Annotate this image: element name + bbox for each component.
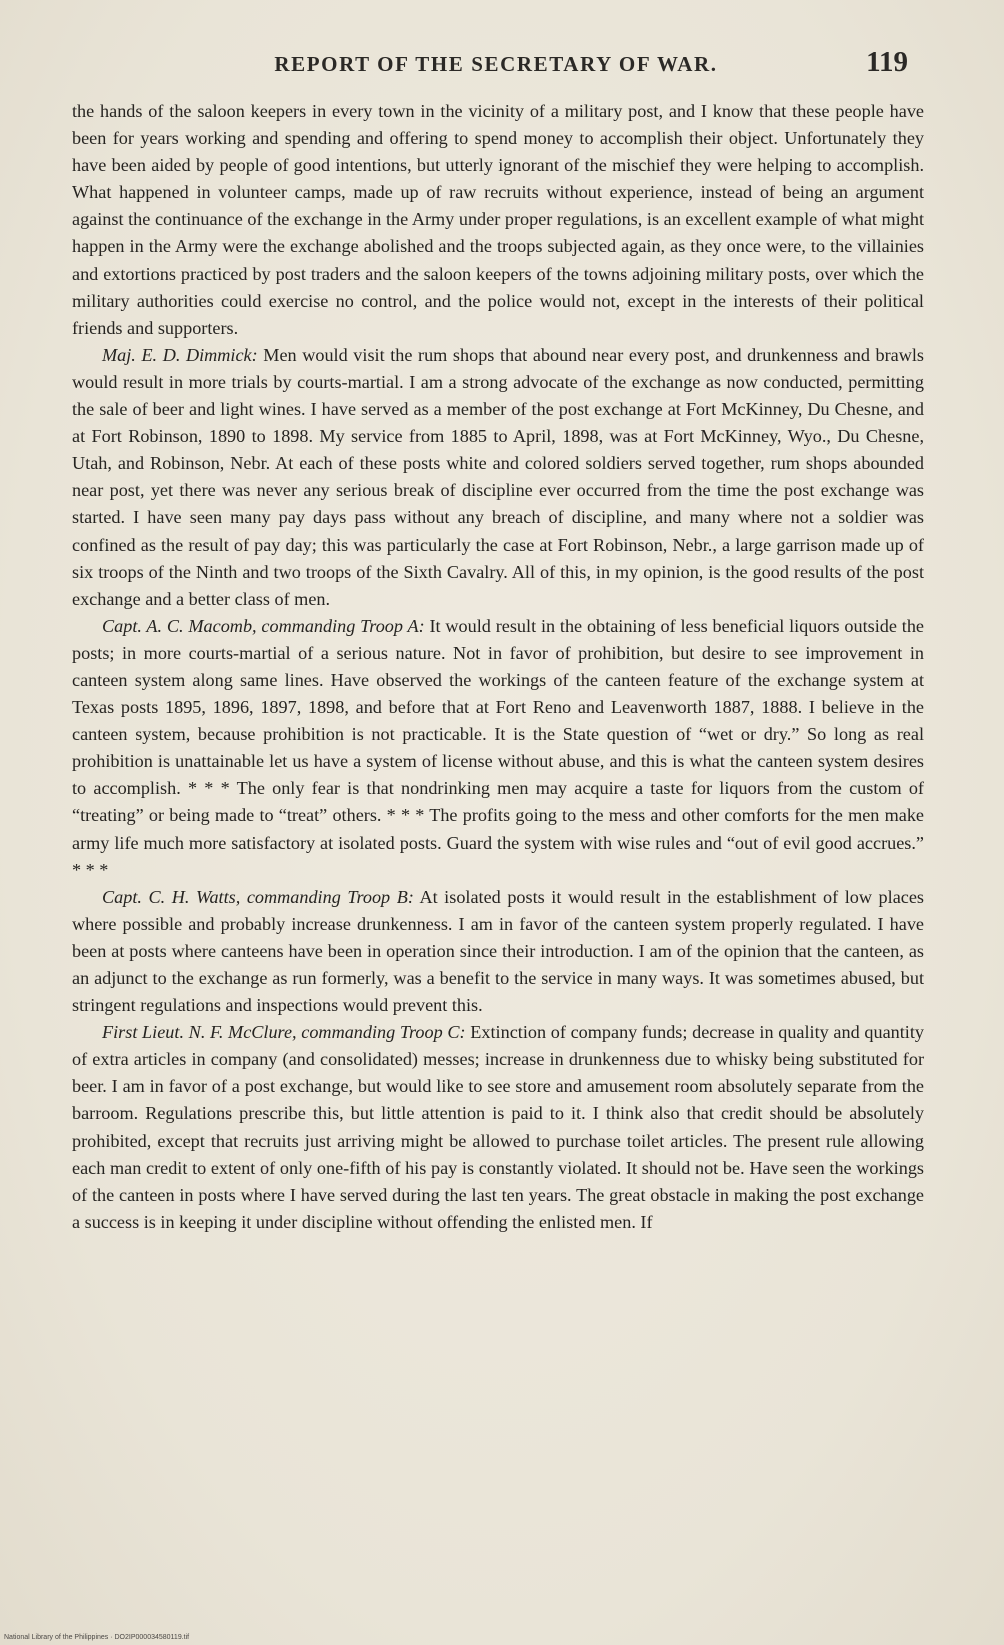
paragraph-text: the hands of the saloon keepers in every town in the vicinity of a military post, and I know that these people have been for years working and spending and offering to spend money to accomplish their object. Unfortunately they have been aided by people of good intentions, but utterly ignorant of the mischief they were helping to accomplish. What happened in volunteer camps, made up of raw recruits without experience, instead of being an argument against the continuance of the exchange in the Army under proper regulations, is an excellent example of what might happen in the Army were the exchange abolished and the troops subjected again, as they once were, to the villainies and extortions practiced by post traders and the saloon keepers of the towns adjoining military posts, over which the military authorities could exercise no control, and the police would not, except in the interests of their political friends and supporters. [72, 101, 924, 338]
paragraph-dimmick [72, 342, 924, 613]
running-head: REPORT OF THE SECRETARY OF WAR. [274, 52, 718, 76]
paragraph-text: It would result in the obtaining of less beneficial liquors outside the posts; in more courts-martial of a serious nature. Not in favor of prohibition, but desire to see improvement in canteen system along same lines. Have observed the workings of the canteen feature of the exchange system at Texas posts 1895, 1896, 1897, 1898, and before that at Fort Reno and Leavenworth 1887, 1888. I believe in the canteen system, because prohibition is not practicable. It is the State question of “wet or dry.” So long as real prohibition is unattainable let us have a system of license without abuse, and this is what the canteen system desires to accomplish. * * * The only fear is that nondrinking men may acquire a taste for liquors from the custom of “treating” or being made to “treat” others. * * * The profits going to the mess and other comforts for the men make army life much more satisfactory at isolated posts. Guard the system with wise rules and “out of evil good accrues.” * * * [72, 615, 925, 880]
speaker-name: Maj. E. D. Dimmick: [102, 344, 258, 365]
paragraph-text: Extinction of company funds; decrease in quality and quantity of extra articles in company (and consolidated) messes; increase in drunkenness due to whisky being substituted for beer. I am in favor of a post exchange, but would like to see store and amusement room absolutely separate from the barroom. Regulations prescribe this, but little attention is paid to it. I think also that credit should be absolutely prohibited, except that recruits just arriving might be allowed to purchase toilet articles. The present rule allowing each man credit to extent of only one-fifth of his pay is constantly violated. It should not be. Have seen the workings of the canteen in posts where I have served during the last ten years. The great obstacle in making the post exchange a success is in keeping it under discipline without offending the enlisted men. If [72, 1022, 924, 1232]
page-header [70, 46, 922, 78]
speaker-name: Capt. C. H. Watts, commanding Troop B: [102, 886, 414, 907]
page-number: 119 [866, 46, 908, 78]
paragraph-macomb [72, 613, 924, 884]
paragraph-mcclure [72, 1019, 924, 1236]
paragraph-continuation [72, 98, 924, 342]
scan-footer: National Library of the Philippines · DO2IP000034580119.tif [4, 1634, 190, 1641]
speaker-name: Capt. A. C. Macomb, commanding Troop A: [102, 615, 425, 636]
paragraph-text: At isolated posts it would result in the establishment of low places where possible and probably increase drunkenness. I am in favor of the canteen system properly regulated. I have been at posts where canteens have been in operation since their introduction. I am of the opinion that the canteen, as an adjunct to the exchange as run formerly, was a benefit to the service in many ways. It was sometimes abused, but stringent regulations and inspections would prevent this. [72, 886, 925, 1016]
paragraph-watts [72, 884, 924, 1019]
paragraph-text: Men would visit the rum shops that abound near every post, and drunkenness and brawls would result in more trials by courts-martial. I am a strong advocate of the exchange as now conducted, permitting the sale of beer and light wines. I have served as a member of the post exchange at Fort McKinney, Du Chesne, and at Fort Robinson, 1890 to 1898. My service from 1885 to April, 1898, was at Fort McKinney, Wyo., Du Chesne, Utah, and Robinson, Nebr. At each of these posts white and colored soldiers served together, rum shops abounded near post, yet there was never any serious break of discipline ever occurred from the time the post exchange was started. I have seen many pay days pass without any breach of discipline, and many where not a soldier was confined as the result of pay day; this was particularly the case at Fort Robinson, Nebr., a large garrison made up of six troops of the Ninth and two troops of the Sixth Cavalry. All of this, in my opinion, is the good results of the post exchange and a better class of men. [72, 344, 925, 609]
speaker-name: First Lieut. N. F. McClure, commanding Troop C: [102, 1022, 466, 1043]
body-text [72, 98, 924, 1236]
